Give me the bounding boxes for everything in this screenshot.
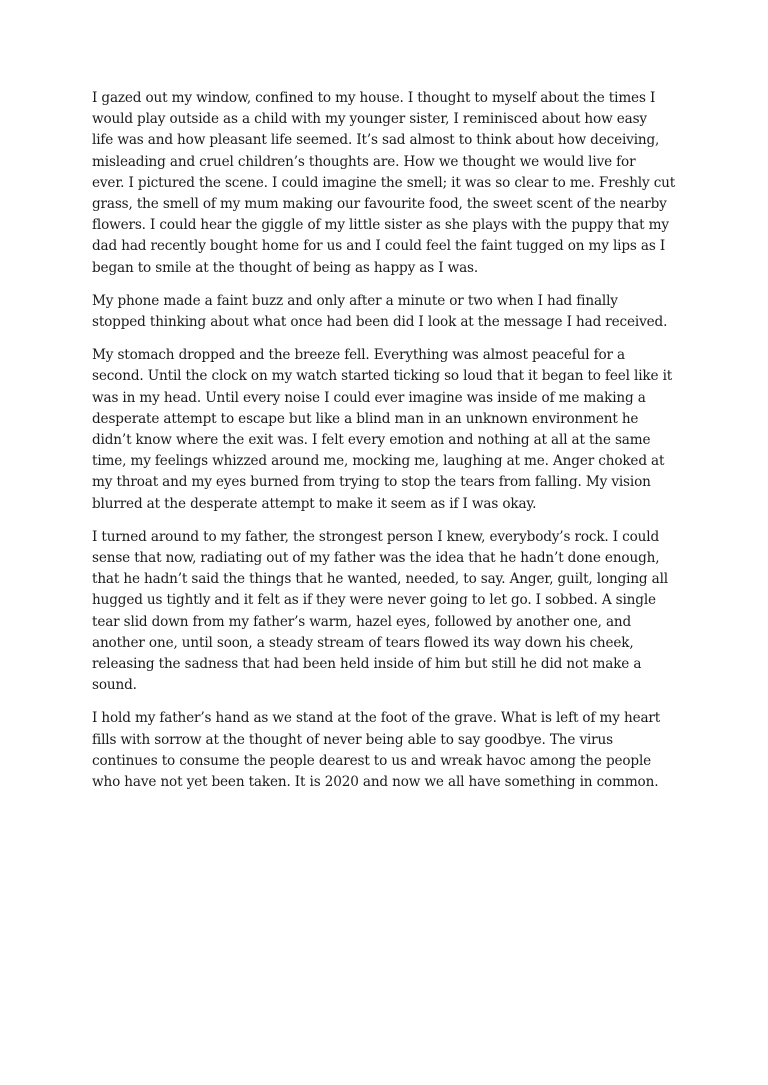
text-line: second. Until the clock on my watch started ticking so loud that it began to feel like it: [92, 368, 673, 385]
text-line: grass, the smell of my mum making our favourite food, the sweet scent of the nearby: [92, 196, 667, 213]
text-line: releasing the sadness that had been held inside of him but still he did not make a: [92, 656, 642, 673]
text-line: hugged us tightly and it felt as if they were never going to let go. I sobbed. A single: [92, 592, 656, 609]
text-line: I gazed out my window, confined to my house. I thought to myself about the times I: [92, 90, 656, 106]
text-line: began to smile at the thought of being as happy as I was.: [92, 259, 479, 276]
text-line: time, my feelings whizzed around me, mocking me, laughing at me. Anger choked at: [92, 453, 665, 470]
text-line: dad had recently bought home for us and I could feel the faint tugged on my lips as I: [92, 238, 666, 255]
paragraph-2: [92, 291, 690, 333]
text-line: flowers. I could hear the giggle of my little sister as she plays with the puppy that my: [92, 217, 669, 234]
text-line: blurred at the desperate attempt to make it seem as if I was okay.: [92, 495, 537, 512]
text-line: tear slid down from my father’s warm, hazel eyes, followed by another one, and: [92, 613, 632, 630]
text-line: was in my head. Until every noise I could ever imagine was inside of me making a: [92, 389, 646, 406]
text-line: My phone made a faint buzz and only after a minute or two when I had finally: [92, 292, 618, 309]
text-line: my throat and my eyes burned from trying to stop the tears from falling. My vision: [92, 474, 651, 491]
text-line: life was and how pleasant life seemed. It’s sad almost to think about how deceiving,: [92, 132, 660, 149]
text-line: I hold my father’s hand as we stand at the foot of the grave. What is left of my heart: [92, 710, 661, 727]
text-line: would play outside as a child with my younger sister, I reminisced about how easy: [92, 111, 647, 128]
text-line: continues to consume the people dearest to us and wreak havoc among the people: [92, 752, 652, 769]
text-line: that he hadn’t said the things that he wanted, needed, to say. Anger, guilt, longing all: [92, 571, 669, 588]
text-line: didn’t know where the exit was. I felt every emotion and nothing at all at the same: [92, 432, 651, 449]
text-line: who have not yet been taken. It is 2020 and now we all have something in common.: [92, 774, 659, 791]
text-line: desperate attempt to escape but like a blind man in an unknown environment he: [92, 410, 639, 427]
paragraph-1: [92, 88, 690, 279]
paragraph-5: [92, 708, 690, 793]
text-line: stopped thinking about what once had been did I look at the message I had received.: [92, 314, 668, 331]
paragraph-3: [92, 345, 690, 515]
text-line: sense that now, radiating out of my father was the idea that he hadn’t done enough,: [92, 550, 660, 567]
paragraph-4: [92, 527, 690, 697]
text-line: misleading and cruel children’s thoughts are. How we thought we would live for: [92, 153, 636, 170]
document-body: [92, 88, 690, 805]
text-line: fills with sorrow at the thought of never being able to say goodbye. The virus: [92, 731, 613, 748]
text-line: sound.: [92, 677, 137, 694]
text-line: My stomach dropped and the breeze fell. Everything was almost peaceful for a: [92, 347, 625, 364]
text-line: I turned around to my father, the strongest person I knew, everybody’s rock. I could: [92, 528, 659, 545]
text-line: ever. I pictured the scene. I could imagine the smell; it was so clear to me. Freshly cut: [92, 174, 676, 191]
text-line: another one, until soon, a steady stream of tears flowed its way down his cheek,: [92, 634, 634, 651]
